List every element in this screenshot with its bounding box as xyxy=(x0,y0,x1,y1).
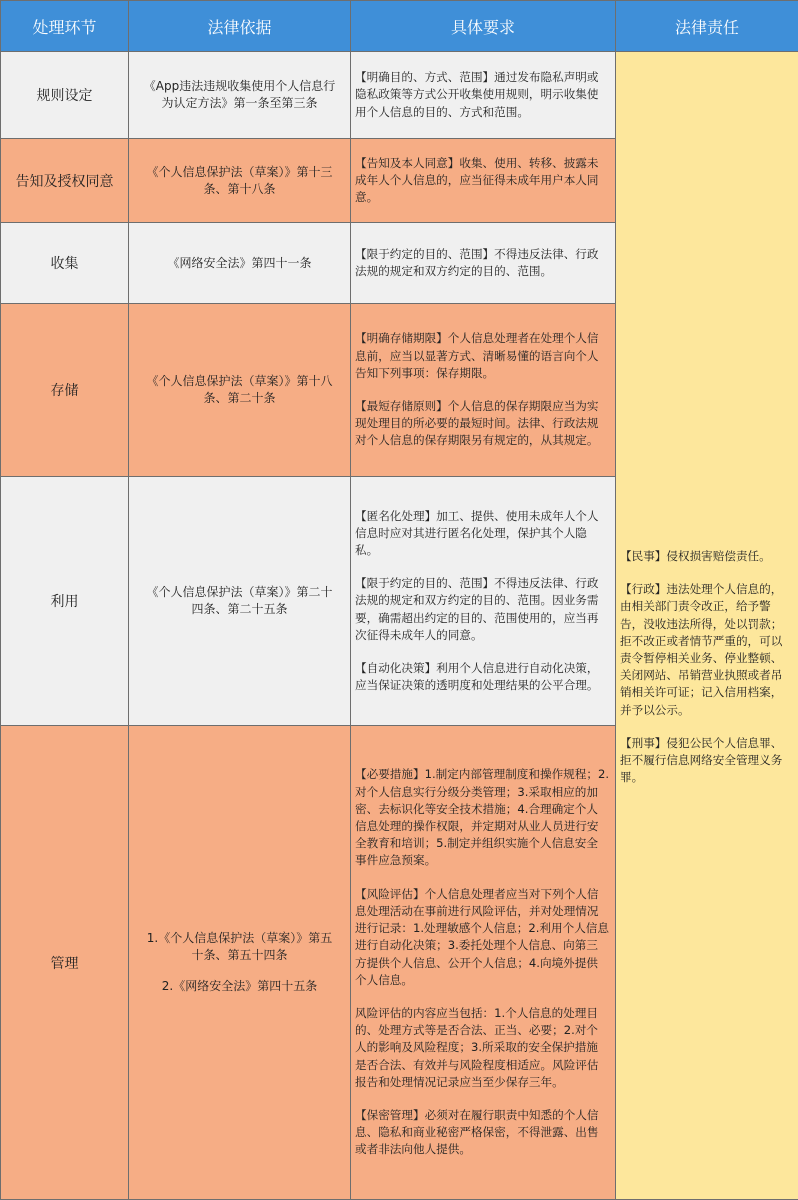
requirement-text: 【告知及本人同意】收集、使用、转移、披露未成年人个人信息的，应当征得未成年用户本人同意。 xyxy=(355,155,599,205)
requirement-text: 【匿名化处理】加工、提供、使用未成年人个人信息时应对其进行匿名化处理，保护其个人隐私。 xyxy=(355,508,599,557)
stage-cell: 告知及授权同意 xyxy=(1,139,129,223)
requirements-cell xyxy=(351,726,616,1200)
requirement-text: 【限于约定的目的、范围】不得违反法律、行政法规的规定和双方约定的目的、范围。 xyxy=(355,246,599,278)
requirements-cell xyxy=(351,139,616,223)
requirement-text: 【必要措施】1.制定内部管理制度和操作规程；2.对个人信息实行分级分类管理；3.采取相应的加密、去标识化等安全技术措施；4.合理确定个人信息处理的操作权限，并定期对从业人员进行安全教育和培训；5.制定并组织实施个人信息安全事件应急预案。 xyxy=(355,767,609,868)
header-liability: 法律责任 xyxy=(616,1,798,52)
basis-text: 《个人信息保护法（草案）》第二十四条、第二十五条 xyxy=(146,585,333,616)
liability-civil: 【民事】侵权损害赔偿责任。 xyxy=(620,549,771,563)
basis-text: 2.《网络安全法》第四十五条 xyxy=(161,979,318,993)
requirements-cell xyxy=(351,477,616,726)
header-stage: 处理环节 xyxy=(1,1,129,52)
liability-cell xyxy=(616,52,798,1200)
stage-cell: 管理 xyxy=(1,726,129,1200)
basis-cell xyxy=(129,52,351,139)
liability-criminal: 【刑事】侵犯公民个人信息罪、拒不履行信息网络安全管理义务罪。 xyxy=(620,735,783,785)
stage-cell: 存储 xyxy=(1,304,129,477)
requirement-text: 【限于约定的目的、范围】不得违反法律、行政法规的规定和双方约定的目的、范围。因业务需要，确需超出约定的目的、范围使用的，应当再次征得未成年人的同意。 xyxy=(355,576,599,642)
basis-cell xyxy=(129,477,351,726)
basis-text: 《App违法违规收集使用个人信息行为认定方法》第一条至第三条 xyxy=(143,79,336,110)
stage-cell: 收集 xyxy=(1,223,129,304)
requirement-text: 风险评估的内容应当包括：1.个人信息的处理目的、处理方式等是否合法、正当、必要；2.对个人的影响及风险程度；3.所采取的安全保护措施是否合法、有效并与风险程度相适应。风险评估报告和处理情况记录应当至少保存三年。 xyxy=(355,1005,599,1089)
stage-cell: 利用 xyxy=(1,477,129,726)
requirement-text: 【明确存储期限】个人信息处理者在处理个人信息前，应当以显著方式、清晰易懂的语言向个人告知下列事项：保存期限。 xyxy=(355,331,599,380)
basis-cell xyxy=(129,726,351,1200)
basis-text: 1.《个人信息保护法（草案）》第五十条、第五十四条 xyxy=(146,931,333,962)
table-row xyxy=(1,52,798,139)
requirement-text: 【自动化决策】利用个人信息进行自动化决策，应当保证决策的透明度和处理结果的公平合理。 xyxy=(355,661,599,693)
requirements-cell xyxy=(351,52,616,139)
requirement-text: 【风险评估】个人信息处理者应当对下列个人信息处理活动在事前进行风险评估，并对处理情况进行记录：1.处理敏感个人信息；2.利用个人信息进行自动化决策；3.委托处理个人信息、向第三方提供个人信息、公开个人信息；4.向境外提供个人信息。 xyxy=(355,886,609,987)
requirement-text: 【明确目的、方式、范围】通过发布隐私声明或隐私政策等方式公开收集使用规则，明示收集使用个人信息的目的、方式和范围。 xyxy=(355,70,599,119)
table-header-row xyxy=(1,1,798,52)
liability-administrative: 【行政】违法处理个人信息的，由相关部门责令改正，给予警告，没收违法所得，处以罚款；拒不改正或者情节严重的，可以责令暂停相关业务、停业整顿、关闭网站、吊销营业执照或者吊销相关许可证；记入信用档案，并予以公示。 xyxy=(620,582,783,717)
basis-text: 《个人信息保护法（草案）》第十八条、第二十条 xyxy=(146,374,333,405)
basis-cell xyxy=(129,139,351,223)
requirement-text: 【最短存储原则】个人信息的保存期限应当为实现处理目的所必要的最短时间。法律、行政法规对个人信息的保存期限另有规定的，从其规定。 xyxy=(355,399,599,448)
requirements-cell xyxy=(351,223,616,304)
basis-cell xyxy=(129,223,351,304)
header-basis: 法律依据 xyxy=(129,1,351,52)
basis-text: 《网络安全法》第四十一条 xyxy=(167,255,312,270)
basis-cell xyxy=(129,304,351,477)
requirements-cell xyxy=(351,304,616,477)
stage-cell: 规则设定 xyxy=(1,52,129,139)
header-requirements: 具体要求 xyxy=(351,1,616,52)
requirement-text: 【保密管理】必须对在履行职责中知悉的个人信息、隐私和商业秘密严格保密，不得泄露、出售或者非法向他人提供。 xyxy=(355,1107,599,1157)
basis-text: 《个人信息保护法（草案）》第十三条、第十八条 xyxy=(146,164,333,196)
